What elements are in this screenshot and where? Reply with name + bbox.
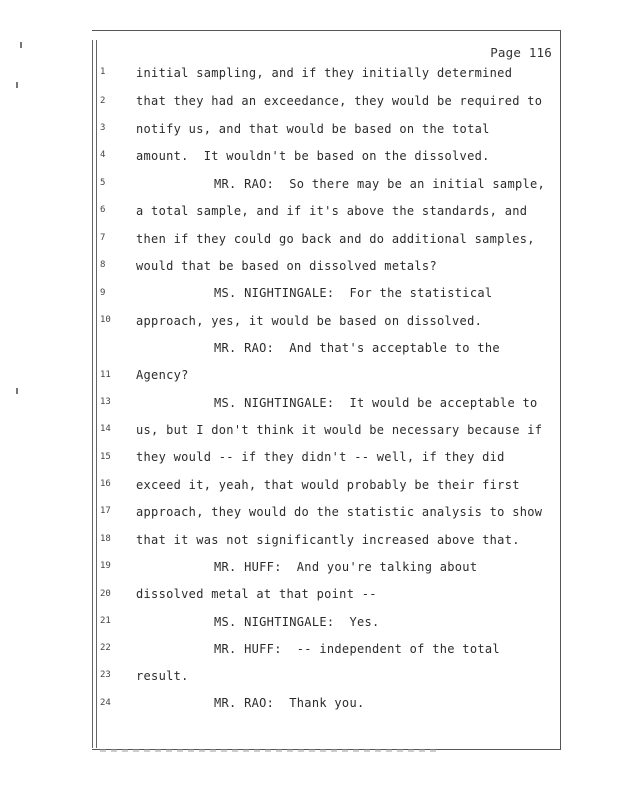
left-margin-rule-outer <box>92 40 93 748</box>
transcript-line: MR. RAO: So there may be an initial sample, <box>214 177 546 191</box>
line-number: 17 <box>100 506 111 516</box>
transcript-line: that it was not significantly increased above that. <box>136 533 520 547</box>
line-number: 15 <box>100 452 111 462</box>
transcript-line: approach, they would do the statistic analysis to show <box>136 505 543 519</box>
line-number: 16 <box>100 479 111 489</box>
transcript-line: result. <box>136 669 189 683</box>
transcript-line: exceed it, yeah, that would probably be their first <box>136 478 520 492</box>
line-number: 22 <box>100 643 111 653</box>
transcript-line: MR. HUFF: -- independent of the total <box>214 642 500 656</box>
scan-artifact <box>16 388 18 394</box>
transcript-line: MR. RAO: And that's acceptable to the <box>214 341 500 355</box>
transcript-line: approach, yes, it would be based on dissolved. <box>136 314 483 328</box>
transcript-line: MS. NIGHTINGALE: It would be acceptable to <box>214 396 538 410</box>
transcript-line: MR. HUFF: And you're talking about <box>214 560 478 574</box>
transcript-line: they would -- if they didn't -- well, if they did <box>136 450 505 464</box>
scan-artifact <box>20 42 22 48</box>
line-number: 9 <box>100 288 106 298</box>
transcript-line: MS. NIGHTINGALE: Yes. <box>214 615 380 629</box>
line-number: 8 <box>100 260 106 270</box>
line-number: 4 <box>100 150 106 160</box>
transcript-line: amount. It wouldn't be based on the dissolved. <box>136 149 490 163</box>
line-number: 2 <box>100 96 106 106</box>
scan-artifact <box>100 749 440 752</box>
line-number: 11 <box>100 370 111 380</box>
line-number: 19 <box>100 561 111 571</box>
line-number: 24 <box>100 698 111 708</box>
transcript-line: initial sampling, and if they initially determined <box>136 66 513 80</box>
line-number: 7 <box>100 233 106 243</box>
scan-artifact <box>16 82 18 88</box>
page-number: Page 116 <box>490 45 552 60</box>
transcript-line: would that be based on dissolved metals? <box>136 259 437 273</box>
line-number: 20 <box>100 589 111 599</box>
line-number: 23 <box>100 670 111 680</box>
transcript-line: then if they could go back and do additional samples, <box>136 232 535 246</box>
transcript-line: dissolved metal at that point -- <box>136 587 377 601</box>
transcript-line: Agency? <box>136 368 189 382</box>
line-number: 3 <box>100 123 106 133</box>
transcript-line: MS. NIGHTINGALE: For the statistical <box>214 286 493 300</box>
line-number: 21 <box>100 616 111 626</box>
line-number: 13 <box>100 397 111 407</box>
transcript-line: that they had an exceedance, they would be required to <box>136 94 543 108</box>
line-number: 18 <box>100 534 111 544</box>
transcript-line: a total sample, and if it's above the standards, and <box>136 204 528 218</box>
line-number: 14 <box>100 424 111 434</box>
line-number: 1 <box>100 67 106 77</box>
transcript-line: notify us, and that would be based on the total <box>136 122 490 136</box>
transcript-line: MR. RAO: Thank you. <box>214 696 365 710</box>
line-number: 5 <box>100 178 106 188</box>
left-margin-rule-inner <box>96 40 97 748</box>
line-number: 10 <box>100 315 111 325</box>
transcript-line: us, but I don't think it would be necessary because if <box>136 423 543 437</box>
line-number: 6 <box>100 205 106 215</box>
